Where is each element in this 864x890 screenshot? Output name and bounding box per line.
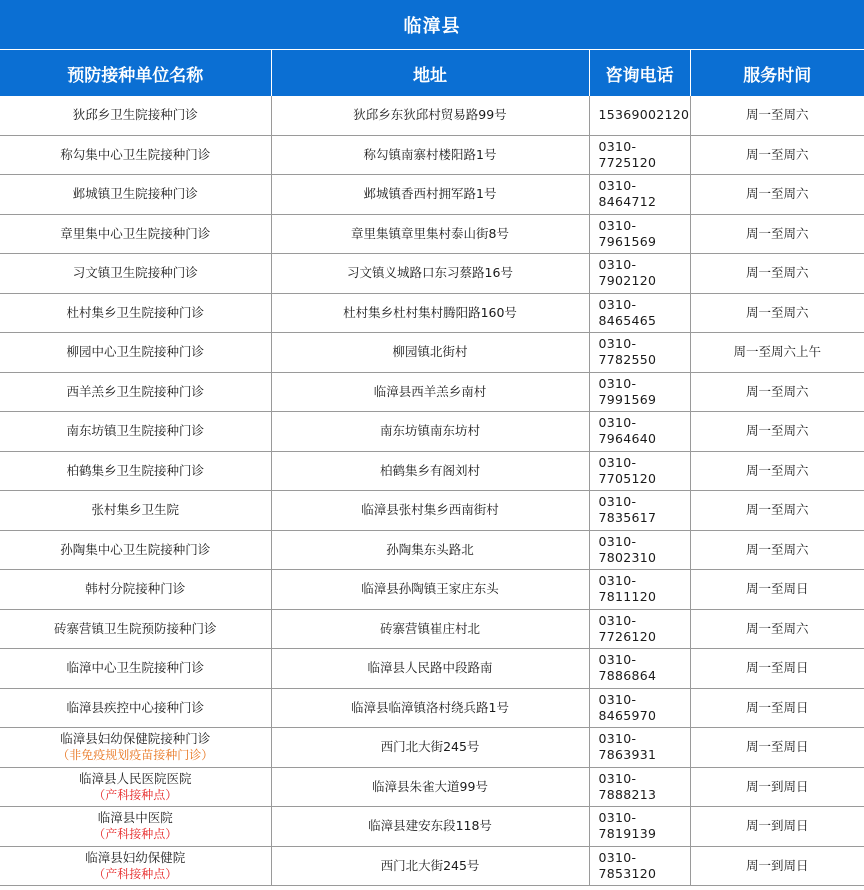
unit-name-cell <box>0 807 271 847</box>
unit-name-cell <box>0 96 271 135</box>
address-cell: 西门北大街245号 <box>271 846 589 886</box>
table-row <box>0 609 864 649</box>
table-row <box>0 293 864 333</box>
unit-name: 韩村分院接种门诊 <box>85 581 186 597</box>
hours-cell: 周一至周六 <box>690 451 864 491</box>
unit-name: 临漳县妇幼保健院接种门诊 <box>60 731 211 747</box>
unit-name-cell <box>0 214 271 254</box>
phone-cell: 0310-7802310 <box>589 530 690 570</box>
unit-name: 狄邱乡卫生院接种门诊 <box>72 107 198 123</box>
hours-cell: 周一至周六上午 <box>690 333 864 373</box>
unit-note: （产科接种点） <box>93 866 178 881</box>
unit-name-cell <box>0 412 271 452</box>
unit-name: 临漳县中医院 <box>97 810 173 826</box>
address-cell: 杜村集乡杜村集村腾阳路160号 <box>271 293 589 333</box>
hours-cell: 周一至周六 <box>690 609 864 649</box>
table-row <box>0 135 864 175</box>
unit-name: 临漳中心卫生院接种门诊 <box>66 660 204 676</box>
table-row <box>0 688 864 728</box>
unit-name-cell <box>0 135 271 175</box>
unit-name: 柏鹤集乡卫生院接种门诊 <box>66 462 204 478</box>
table-row <box>0 530 864 570</box>
phone-cell: 0310-7811120 <box>589 570 690 610</box>
unit-name-cell <box>0 728 271 768</box>
unit-name: 南东坊镇卫生院接种门诊 <box>66 423 204 439</box>
table-row <box>0 372 864 412</box>
unit-name-cell <box>0 530 271 570</box>
unit-name: 临漳县妇幼保健院 <box>85 849 186 865</box>
address-cell: 砖寨营镇崔庄村北 <box>271 609 589 649</box>
table-row <box>0 412 864 452</box>
table-row <box>0 807 864 847</box>
hours-cell: 周一至周六 <box>690 372 864 412</box>
hours-cell: 周一至周日 <box>690 688 864 728</box>
unit-name-cell <box>0 333 271 373</box>
hours-cell: 周一到周日 <box>690 767 864 807</box>
phone-cell: 0310-7782550 <box>589 333 690 373</box>
table-row <box>0 96 864 135</box>
hours-cell: 周一至周六 <box>690 214 864 254</box>
phone-cell: 0310-7725120 <box>589 135 690 175</box>
table-row <box>0 570 864 610</box>
hours-cell: 周一至周日 <box>690 570 864 610</box>
phone-cell: 0310-7888213 <box>589 767 690 807</box>
hours-cell: 周一至周六 <box>690 254 864 294</box>
address-cell: 柏鹤集乡有阁刘村 <box>271 451 589 491</box>
hours-cell: 周一至周六 <box>690 293 864 333</box>
address-cell: 狄邱乡东狄邱村贸易路99号 <box>271 96 589 135</box>
table-row <box>0 451 864 491</box>
phone-cell: 0310-8465465 <box>589 293 690 333</box>
hours-cell: 周一到周日 <box>690 807 864 847</box>
unit-name-cell <box>0 293 271 333</box>
phone-cell: 0310-7964640 <box>589 412 690 452</box>
unit-note: （产科接种点） <box>93 787 178 802</box>
table-row <box>0 491 864 531</box>
unit-name: 柳园中心卫生院接种门诊 <box>66 344 204 360</box>
unit-name: 邺城镇卫生院接种门诊 <box>72 186 198 202</box>
address-cell: 南东坊镇南东坊村 <box>271 412 589 452</box>
unit-name-cell <box>0 649 271 689</box>
address-cell: 章里集镇章里集村泰山街8号 <box>271 214 589 254</box>
phone-cell: 0310-7991569 <box>589 372 690 412</box>
address-cell: 孙陶集东头路北 <box>271 530 589 570</box>
phone-cell: 0310-8465970 <box>589 688 690 728</box>
table-row <box>0 728 864 768</box>
table-row <box>0 846 864 886</box>
hours-cell: 周一至周六 <box>690 135 864 175</box>
hours-cell: 周一至周六 <box>690 491 864 531</box>
phone-cell: 0310-7961569 <box>589 214 690 254</box>
phone-cell: 0310-7835617 <box>589 491 690 531</box>
address-cell: 临漳县人民路中段路南 <box>271 649 589 689</box>
address-cell: 柳园镇北街村 <box>271 333 589 373</box>
header-phone: 咨询电话 <box>589 50 690 96</box>
vaccination-sites-table <box>0 50 864 886</box>
unit-name-cell <box>0 451 271 491</box>
unit-name: 临漳县疾控中心接种门诊 <box>66 699 204 715</box>
header-unit-name: 预防接种单位名称 <box>0 50 271 96</box>
unit-name: 章里集中心卫生院接种门诊 <box>60 225 211 241</box>
address-cell: 临漳县孙陶镇王家庄东头 <box>271 570 589 610</box>
unit-name: 张村集乡卫生院 <box>91 502 179 518</box>
address-cell: 临漳县建安东段118号 <box>271 807 589 847</box>
address-cell: 临漳县西羊羔乡南村 <box>271 372 589 412</box>
hours-cell: 周一至周六 <box>690 530 864 570</box>
hours-cell: 周一至周日 <box>690 728 864 768</box>
phone-cell: 0310-7726120 <box>589 609 690 649</box>
address-cell: 称勾镇南寨村楼阳路1号 <box>271 135 589 175</box>
hours-cell: 周一至周六 <box>690 175 864 215</box>
phone-cell: 0310-8464712 <box>589 175 690 215</box>
table-row <box>0 254 864 294</box>
table-row <box>0 214 864 254</box>
address-cell: 临漳县朱雀大道99号 <box>271 767 589 807</box>
table-row <box>0 649 864 689</box>
phone-cell: 0310-7705120 <box>589 451 690 491</box>
unit-name-cell <box>0 767 271 807</box>
address-cell: 临漳县临漳镇洛村绕兵路1号 <box>271 688 589 728</box>
unit-name: 砖寨营镇卫生院预防接种门诊 <box>53 620 217 636</box>
unit-name: 称勾集中心卫生院接种门诊 <box>60 146 211 162</box>
hours-cell: 周一至周六 <box>690 412 864 452</box>
unit-name: 杜村集乡卫生院接种门诊 <box>66 304 204 320</box>
table-header <box>0 50 864 96</box>
hours-cell: 周一至周六 <box>690 96 864 135</box>
phone-cell: 0310-7853120 <box>589 846 690 886</box>
unit-name-cell <box>0 846 271 886</box>
unit-name-cell <box>0 175 271 215</box>
phone-cell: 0310-7886864 <box>589 649 690 689</box>
unit-name: 西羊羔乡卫生院接种门诊 <box>66 383 204 399</box>
unit-name-cell <box>0 372 271 412</box>
header-address: 地址 <box>271 50 589 96</box>
phone-cell: 15369002120 <box>589 96 690 135</box>
address-cell: 习文镇义城路口东习蔡路16号 <box>271 254 589 294</box>
unit-name-cell <box>0 254 271 294</box>
phone-cell: 0310-7863931 <box>589 728 690 768</box>
phone-cell: 0310-7819139 <box>589 807 690 847</box>
phone-cell: 0310-7902120 <box>589 254 690 294</box>
unit-name-cell <box>0 491 271 531</box>
table-title: 临漳县 <box>0 0 864 50</box>
table-body <box>0 96 864 886</box>
hours-cell: 周一到周日 <box>690 846 864 886</box>
unit-name: 习文镇卫生院接种门诊 <box>72 265 198 281</box>
table-row <box>0 767 864 807</box>
table-row <box>0 175 864 215</box>
address-cell: 邺城镇香西村拥军路1号 <box>271 175 589 215</box>
table-row <box>0 333 864 373</box>
unit-name: 临漳县人民医院医院 <box>78 770 192 786</box>
address-cell: 西门北大街245号 <box>271 728 589 768</box>
unit-name: 孙陶集中心卫生院接种门诊 <box>60 541 211 557</box>
address-cell: 临漳县张村集乡西南街村 <box>271 491 589 531</box>
unit-name-cell <box>0 688 271 728</box>
unit-note: （产科接种点） <box>93 827 178 842</box>
unit-name-cell <box>0 570 271 610</box>
unit-note: （非免疫规划疫苗接种门诊） <box>57 748 214 763</box>
header-hours: 服务时间 <box>690 50 864 96</box>
unit-name-cell <box>0 609 271 649</box>
hours-cell: 周一至周日 <box>690 649 864 689</box>
